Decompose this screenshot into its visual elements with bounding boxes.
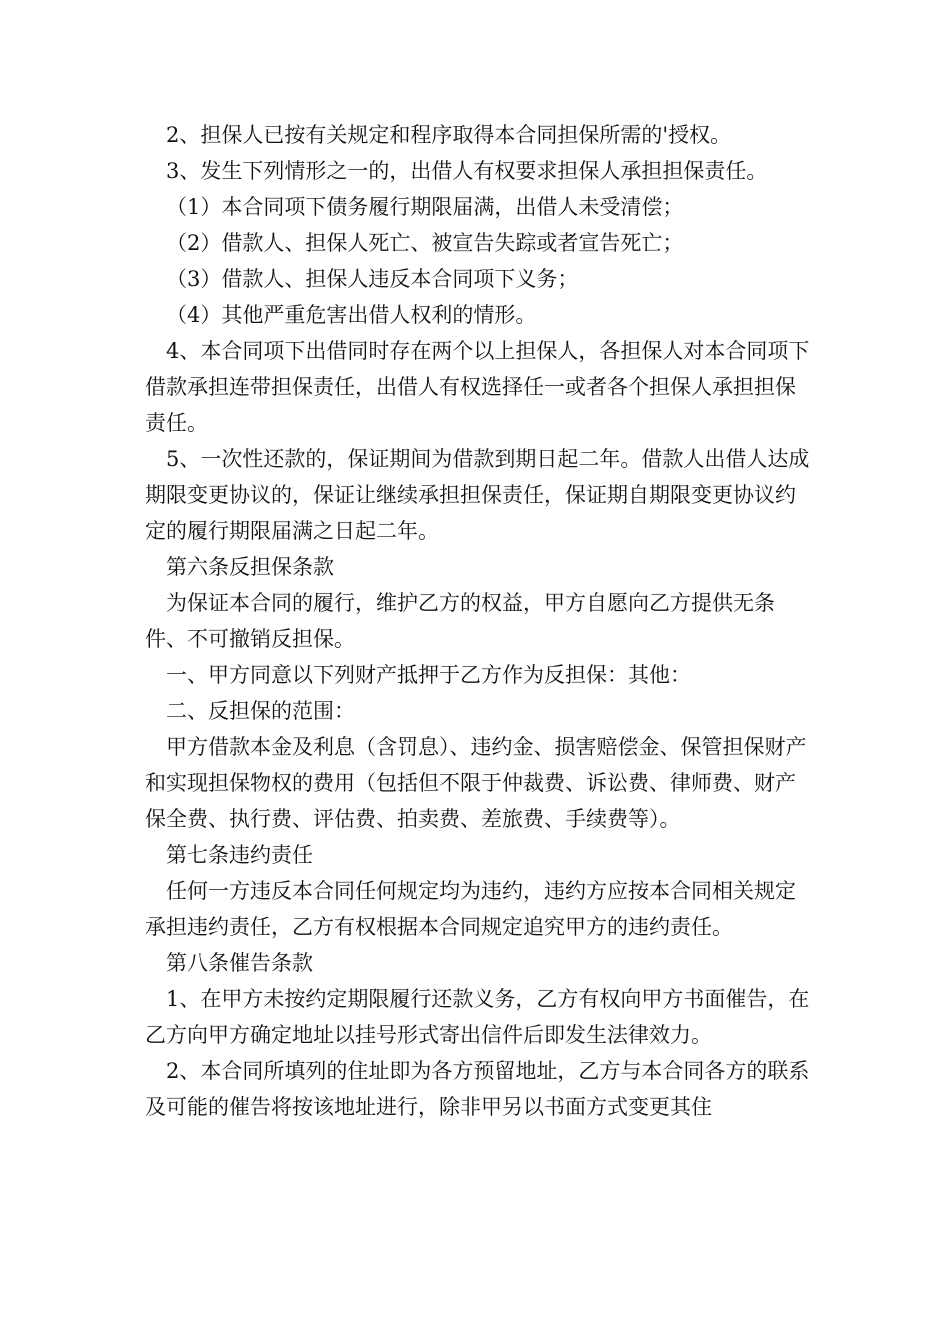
article-8-item-2: 2、本合同所填列的住址即为各方预留地址，乙方与本合同各方的联系及可能的催告将按该地址进行，除非甲另以书面方式变更其住: [145, 1059, 810, 1119]
condition-item-4: （4）其他严重危害出借人权利的情形。: [166, 303, 537, 327]
article-8-heading: 第八条催告条款: [166, 951, 313, 975]
clause-2-authorization: 2、担保人已按有关规定和程序取得本合同担保所需的'授权。: [166, 123, 732, 147]
condition-item-1: （1）本合同项下债务履行期限届满，出借人未受清偿；: [166, 195, 684, 219]
article-6-item-1: 一、甲方同意以下列财产抵押于乙方作为反担保：其他：: [166, 663, 691, 687]
article-7-heading: 第七条违约责任: [166, 843, 313, 867]
article-7-text: 任何一方违反本合同任何规定均为违约，违约方应按本合同相关规定承担违约责任，乙方有权根据本合同规定追究甲方的违约责任。: [145, 879, 796, 939]
article-6-item-2: 二、反担保的范围：: [166, 699, 355, 723]
article-6-heading: 第六条反担保条款: [166, 555, 334, 579]
article-8-item-1: 1、在甲方未按约定期限履行还款义务，乙方有权向甲方书面催告，在乙方向甲方确定地址以挂号形式寄出信件后即发生法律效力。: [145, 987, 810, 1047]
condition-item-3: （3）借款人、担保人违反本合同项下义务；: [166, 267, 579, 291]
article-6-scope-text: 甲方借款本金及利息（含罚息）、违约金、损害赔偿金、保管担保财产和实现担保物权的费用（包括但不限于仲裁费、诉讼费、律师费、财产保全费、执行费、评估费、拍卖费、差旅费、手续费等）。: [145, 735, 807, 831]
clause-3-liability-conditions: 3、发生下列情形之一的，出借人有权要求担保人承担担保责任。: [166, 159, 768, 183]
condition-item-2: （2）借款人、担保人死亡、被宣告失踪或者宣告死亡；: [166, 231, 684, 255]
document-body: [145, 117, 815, 1125]
clause-4-joint-guarantors: 4、本合同项下出借同时存在两个以上担保人，各担保人对本合同项下借款承担连带担保责任，出借人有权选择任一或者各个担保人承担担保责任。: [145, 339, 810, 435]
clause-5-guarantee-period: 5、一次性还款的，保证期间为借款到期日起二年。借款人出借人达成期限变更协议的，保证让继续承担担保责任，保证期自期限变更协议约定的履行期限届满之日起二年。: [145, 447, 810, 543]
article-6-intro: 为保证本合同的履行，维护乙方的权益，甲方自愿向乙方提供无条件、不可撤销反担保。: [145, 591, 775, 651]
